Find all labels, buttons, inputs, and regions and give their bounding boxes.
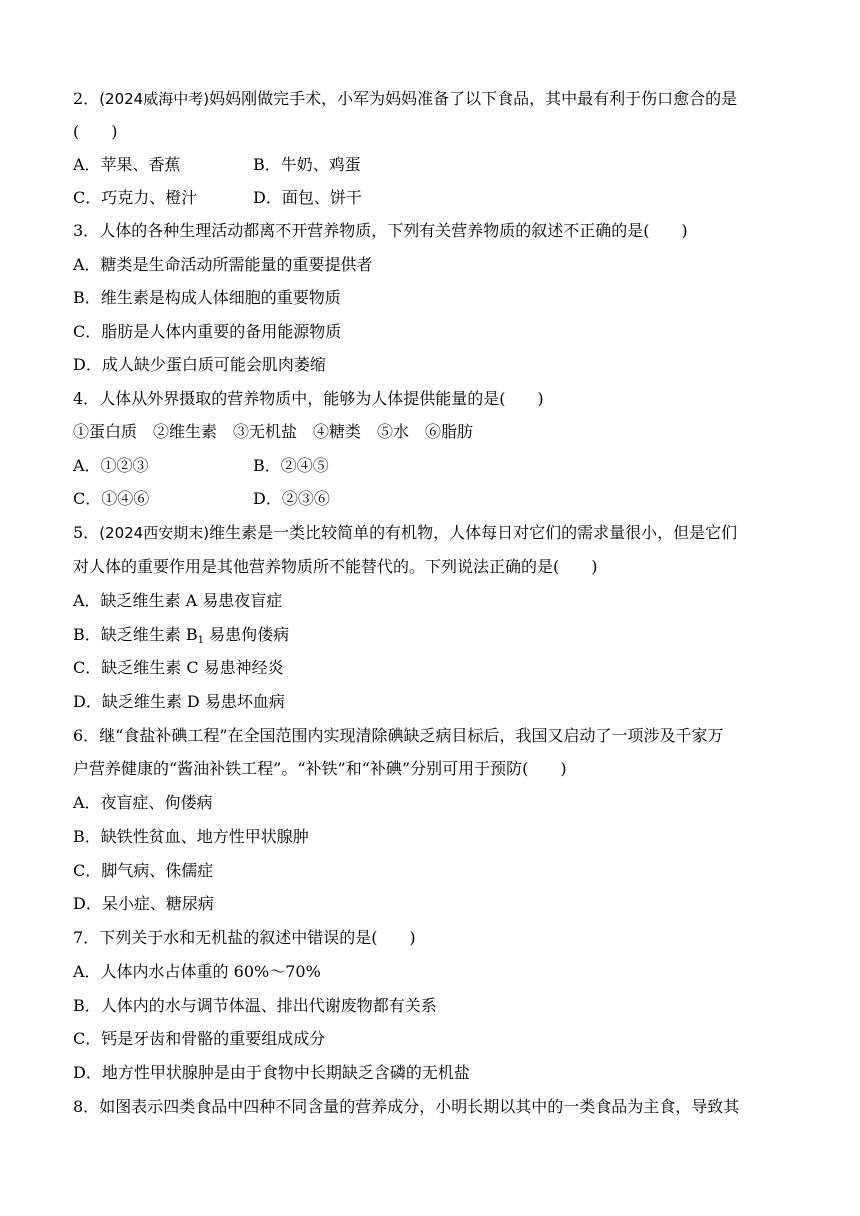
- question-text: 维生素是一类比较简单的有机物，人体每日对它们的需求量很小，但是它们: [209, 523, 738, 542]
- option-a: A．缺乏维生素 A 易患夜盲症: [73, 591, 283, 610]
- question-number: 5．: [73, 523, 100, 542]
- question-text: 人体从外界摄取的营养物质中，能够为人体提供能量的是( ): [99, 389, 544, 408]
- question-number: 3．: [73, 221, 100, 240]
- subscript: 1: [197, 635, 204, 646]
- option-b: B．②④⑤: [253, 456, 329, 475]
- question-8-stem: [73, 1096, 789, 1118]
- option-d: D．成人缺少蛋白质可能会肌肉萎缩: [73, 355, 326, 374]
- option-row: [73, 154, 361, 176]
- option-c: C．巧克力、橙汁: [73, 188, 198, 207]
- option-a: A．①②③: [73, 456, 149, 475]
- option-a: A．夜盲症、佝偻病: [73, 793, 213, 812]
- question-source: (2024威海中考): [99, 90, 210, 108]
- question-2-stem: [73, 88, 789, 110]
- option-a: A．人体内水占体重的 60%～70%: [73, 962, 321, 981]
- option-c: C．缺乏维生素 C 易患神经炎: [73, 658, 284, 677]
- question-text-continued: 对人体的重要作用是其他营养物质所不能替代的。下列说法正确的是( ): [73, 557, 598, 576]
- option-c: C．钙是牙齿和骨骼的重要组成成分: [73, 1029, 326, 1048]
- question-3-stem: [73, 220, 688, 242]
- question-7-stem: [73, 927, 416, 949]
- question-text-continued: 户营养健康的“酱油补铁工程”。“补铁”和“补碘”分别可用于预防( ): [73, 759, 567, 778]
- question-text: 下列关于水和无机盐的叙述中错误的是( ): [99, 928, 416, 947]
- option-b: B．人体内的水与调节体温、排出代谢废物都有关系: [73, 996, 437, 1015]
- question-number: 7．: [73, 928, 100, 947]
- question-4-stem: [73, 388, 544, 410]
- option-b: B．牛奶、鸡蛋: [253, 155, 361, 174]
- option-b: [73, 624, 289, 646]
- option-c: C．脂肪是人体内重要的备用能源物质: [73, 322, 342, 341]
- question-number: 6．: [73, 726, 100, 745]
- option-row: [73, 488, 330, 510]
- option-d: D．呆小症、糖尿病: [73, 894, 214, 913]
- question-text: 如图表示四类食品中四种不同含量的营养成分，小明长期以其中的一类食品为主食，导致其: [99, 1097, 740, 1116]
- option-b-text-rest: 易患佝偻病: [203, 625, 290, 644]
- option-row: [73, 455, 329, 477]
- nutrient-list: ①蛋白质 ②维生素 ③无机盐 ④糖类 ⑤水 ⑥脂肪: [73, 422, 474, 441]
- option-b-text: B．缺乏维生素 B: [73, 625, 198, 644]
- question-number: 4．: [73, 389, 100, 408]
- question-5-stem: [73, 522, 789, 544]
- option-c: C．①④⑥: [73, 489, 150, 508]
- question-text: 人体的各种生理活动都离不开营养物质，下列有关营养物质的叙述不正确的是( ): [99, 221, 688, 240]
- option-a: A．苹果、香蕉: [73, 155, 181, 174]
- question-text: 妈妈刚做完手术，小军为妈妈准备了以下食品，其中最有利于伤口愈合的是: [209, 89, 738, 108]
- question-number: 8．: [73, 1097, 100, 1116]
- question-source: (2024西安期末): [99, 524, 210, 542]
- question-6-stem: [73, 725, 789, 747]
- question-text: 继“食盐补碘工程”在全国范围内实现清除碘缺乏病目标后，我国又启动了一项涉及千家万: [99, 726, 724, 745]
- option-d: D．地方性甲状腺肿是由于食物中长期缺乏含磷的无机盐: [73, 1063, 470, 1082]
- option-d: D．缺乏维生素 D 易患坏血病: [73, 692, 285, 711]
- option-a: A．糖类是生命活动所需能量的重要提供者: [73, 255, 373, 274]
- question-number: 2．: [73, 89, 100, 108]
- option-row: [73, 187, 362, 209]
- option-b: B．维生素是构成人体细胞的重要物质: [73, 288, 341, 307]
- option-d: D．②③⑥: [253, 489, 330, 508]
- answer-blank: ( ): [73, 122, 118, 141]
- option-d: D．面包、饼干: [253, 188, 362, 207]
- option-c: C．脚气病、侏儒症: [73, 861, 214, 880]
- option-b: B．缺铁性贫血、地方性甲状腺肿: [73, 827, 309, 846]
